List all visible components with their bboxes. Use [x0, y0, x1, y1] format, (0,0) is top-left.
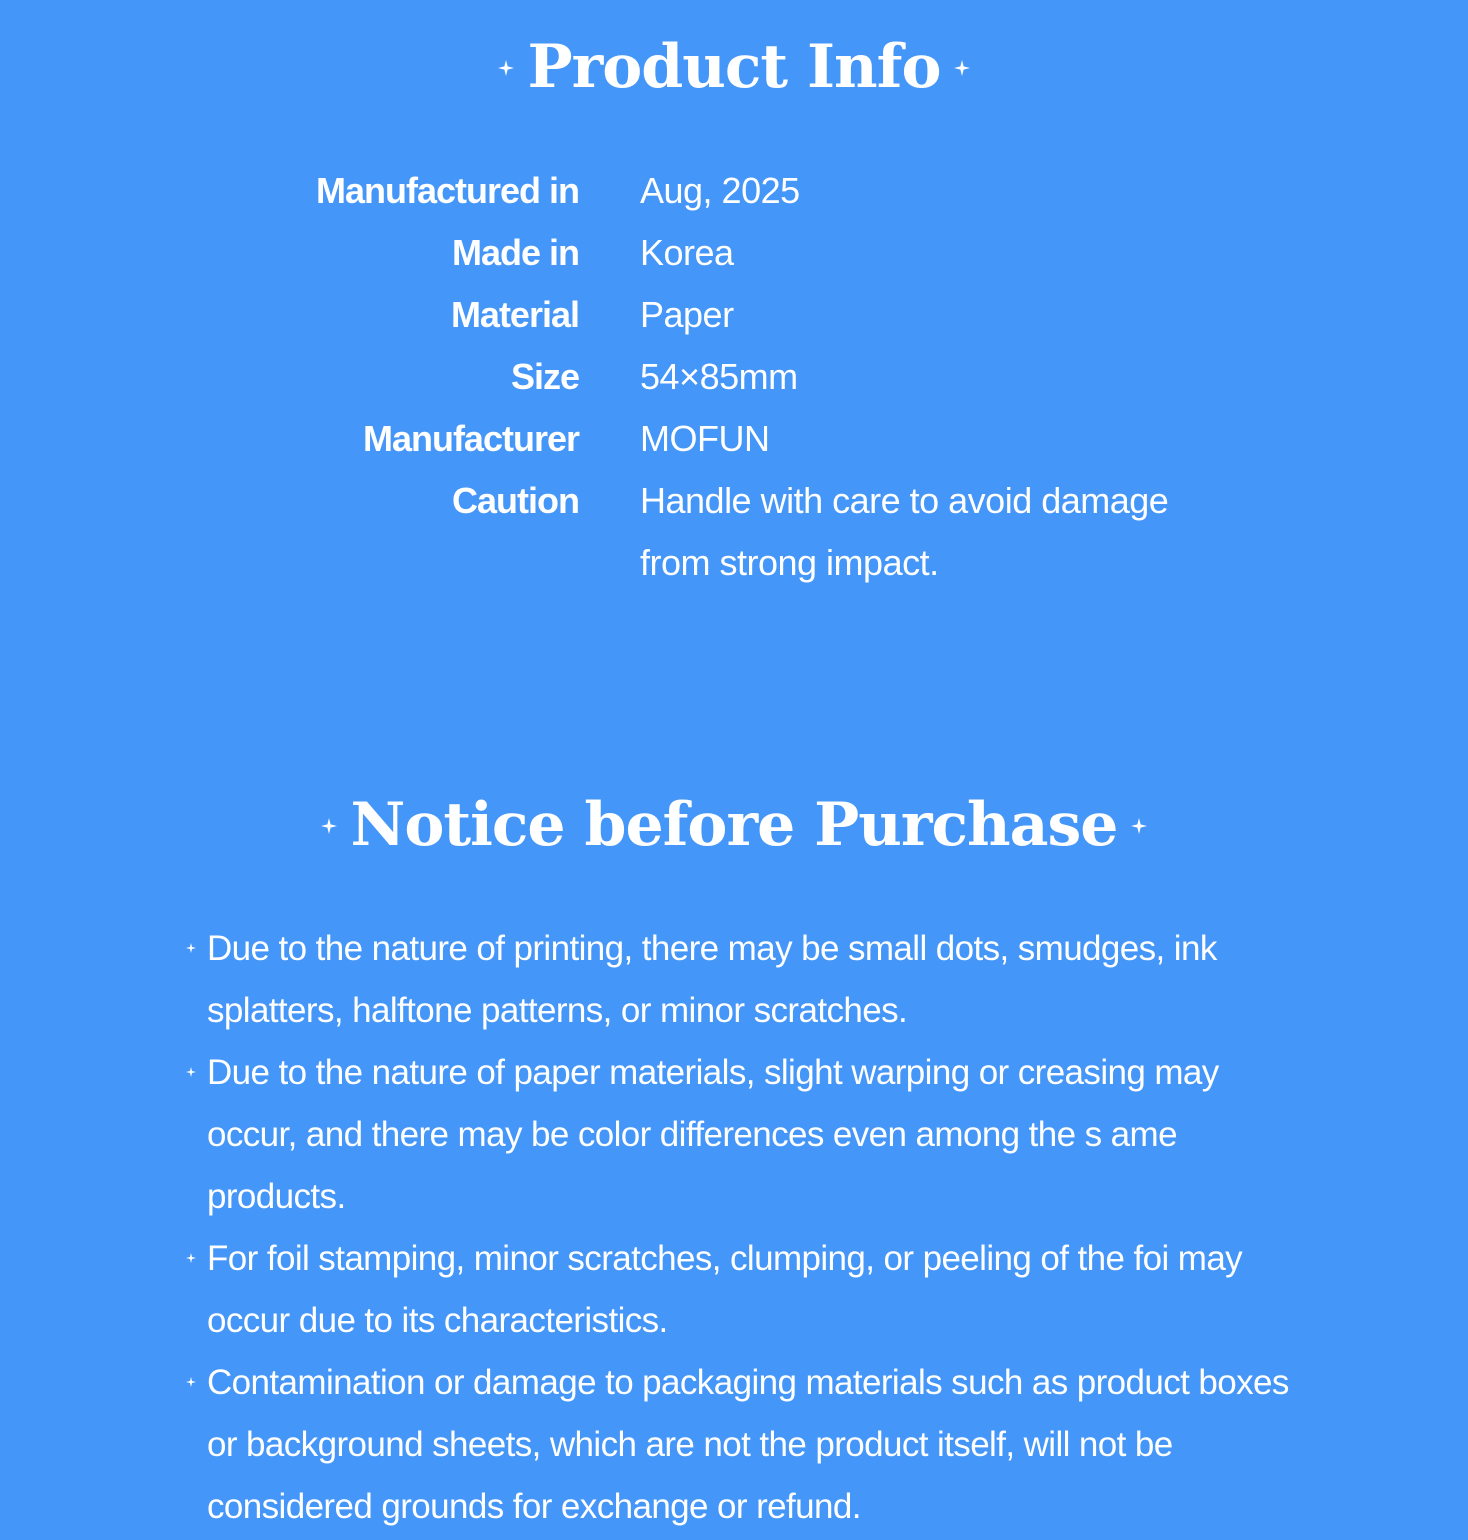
notice-item	[180, 1042, 1290, 1228]
info-value: MOFUN	[640, 418, 770, 459]
info-value: 54×85mm	[640, 356, 798, 397]
notice-item-text: Due to the nature of printing, there may be small dots, smudges, ink splatters, halftone patterns, or minor scratches.	[207, 929, 1217, 1030]
info-label: Manufacturer	[362, 418, 579, 459]
sparkle-icon	[321, 818, 337, 834]
notice-item	[180, 1352, 1290, 1538]
sparkle-bullet-icon	[186, 1067, 196, 1077]
product-info-title-text: Product Info	[527, 32, 941, 102]
info-label: Material	[450, 294, 579, 335]
info-value: Handle with care to avoid damage from strong impact.	[640, 480, 1169, 583]
notice-item	[180, 918, 1290, 1042]
info-value: Paper	[640, 294, 734, 335]
sparkle-bullet-icon	[186, 943, 196, 953]
info-row-manufacturer	[0, 408, 1468, 470]
info-row-manufactured	[0, 160, 1468, 222]
notice-title-text: Notice before Purchase	[350, 790, 1118, 860]
notice-item-text: For foil stamping, minor scratches, clumping, or peeling of the foi may occur due to its characteristics.	[207, 1239, 1243, 1340]
notice-item-text: Due to the nature of paper materials, slight warping or creasing may occur, and there may be color differences even among the s ame products.	[207, 1053, 1219, 1216]
notice-title	[0, 790, 1468, 860]
notice-item	[180, 1228, 1290, 1352]
info-label: Made in	[451, 232, 579, 273]
info-label: Size	[510, 356, 579, 397]
notice-list	[180, 918, 1290, 1538]
info-label: Manufactured in	[315, 170, 579, 211]
info-value: Korea	[640, 232, 734, 273]
product-info-title	[0, 32, 1468, 102]
info-row-caution	[0, 470, 1468, 594]
sparkle-icon	[954, 60, 970, 76]
sparkle-icon	[1131, 818, 1147, 834]
sparkle-icon	[498, 60, 514, 76]
info-row-size	[0, 346, 1468, 408]
info-value: Aug, 2025	[640, 170, 800, 211]
notice-item-text: Contamination or damage to packaging materials such as product boxes or background sheets, which are not the product itself, will not be considered grounds for exchange or refund.	[207, 1363, 1289, 1526]
sparkle-bullet-icon	[186, 1377, 196, 1387]
product-info-table	[0, 160, 1468, 594]
info-row-material	[0, 284, 1468, 346]
info-row-made-in	[0, 222, 1468, 284]
sparkle-bullet-icon	[186, 1253, 196, 1263]
info-label: Caution	[452, 480, 579, 521]
